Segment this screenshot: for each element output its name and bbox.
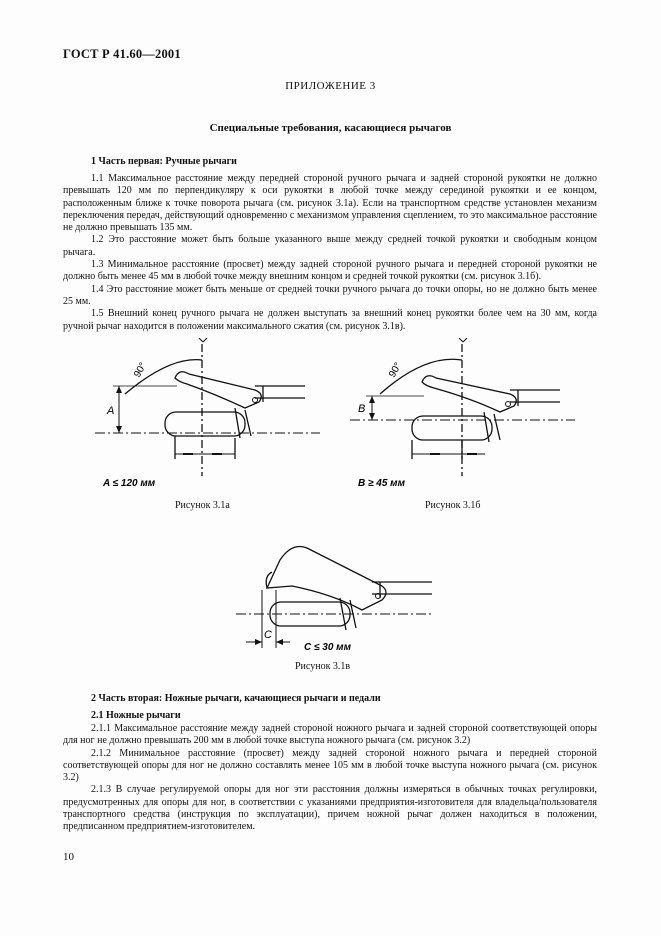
paragraph-1-2: 1.2 Это расстояние может быть больше указанного выше между средней точкой рукоятки и свободным концом рычага. (63, 234, 597, 258)
page-number: 10 (63, 851, 74, 863)
figure-3-1a-drawing (95, 338, 320, 490)
paragraph-2-1-2: 2.1.2 Минимальное расстояние (просвет) между задней стороной ножного рычага и передней стороной соответствующей опоры для ног не должно составлять менее 105 мм в любой точке выступа ножного рычага (см. рисунок 3.2) (63, 747, 597, 784)
page-title: Специальные требования, касающиеся рычагов (209, 122, 452, 134)
figure-3-1c-drawing (232, 526, 432, 656)
appendix-label: ПРИЛОЖЕНИЕ 3 (285, 80, 376, 92)
part1-text (63, 173, 597, 333)
part2-heading: 2 Часть вторая: Ножные рычаги, качающиеся рычаги и педали (91, 693, 381, 704)
fig-a-dim-letter: A (107, 405, 115, 417)
paragraph-1-4: 1.4 Это расстояние может быть меньше от средней точки ручного рычага до точки опоры, но не должно быть менее 25 мм. (63, 283, 597, 307)
figure-3-1c-caption: Рисунок 3.1в (295, 661, 351, 672)
part1-heading: 1 Часть первая: Ручные рычаги (91, 156, 237, 167)
figure-3-1a-caption: Рисунок 3.1а (175, 500, 230, 511)
fig-a-angle-label: 90° (132, 360, 150, 380)
paragraph-1-5: 1.5 Внешний конец ручного рычага не должен выступать за внешний конец рукоятки более чем на 30 мм, когда ручной рычаг находится в положении максимального сжатия (см. рисунок 3.1в). (63, 308, 597, 332)
part2-subheading: 2.1 Ножные рычаги (91, 710, 181, 721)
document-code: ГОСТ Р 41.60—2001 (63, 47, 181, 61)
paragraph-2-1-1: 2.1.1 Максимальное расстояние между задней стороной ножного рычага и задней стороной соответствующей опоры для ног не должно превышать 200 мм в любой точке выступа ножного рычага (см. рисунок 3.2) (63, 723, 597, 747)
paragraph-1-1: 1.1 Максимальное расстояние между передней стороной ручного рычага и задней стороной рукоятки не должно превышать 120 мм по перпендикуляру к оси рукоятки в любой точке между серединой рукоятки и ее концом, расположенным ближе к точке поворота рычага (см. рисунок 3.1а). Если на транспортном средстве установлен механизм переключения передач, действующий одновременно с механизмом управления сцеплением, то это максимальное расстояние не должно превышать 135 мм. (63, 173, 597, 234)
fig-b-condition: B ≥ 45 мм (358, 478, 405, 489)
fig-c-condition: C ≤ 30 мм (304, 642, 351, 653)
fig-b-angle-label: 90° (387, 360, 405, 380)
figure-3-1b-drawing (350, 338, 575, 490)
fig-c-dim-letter: C (264, 629, 272, 641)
fig-a-condition: A ≤ 120 мм (103, 478, 156, 489)
paragraph-1-3: 1.3 Минимальное расстояние (просвет) между задней стороной ручного рычага и передней стороной рукоятки не должно быть менее 45 мм в любой точке между внешним концом и средней точкой рукоятки (см. рисунок 3.1б). (63, 259, 597, 283)
part2-text (63, 723, 597, 834)
fig-b-dim-letter: B (358, 403, 366, 415)
figure-3-1b-caption: Рисунок 3.1б (425, 500, 481, 511)
paragraph-2-1-3: 2.1.3 В случае регулируемой опоры для ног эти расстояния должны измеряться в обычных точках регулировки, предусмотренных для опоры для ног, в соответствии с указаниями предприятия-изготовителя для владельца/пользователя транспортного средства (инструкция по эксплуатации), причем ножной рычаг должен находиться в положении, предписанном предприятием-изготовителем. (63, 784, 597, 833)
